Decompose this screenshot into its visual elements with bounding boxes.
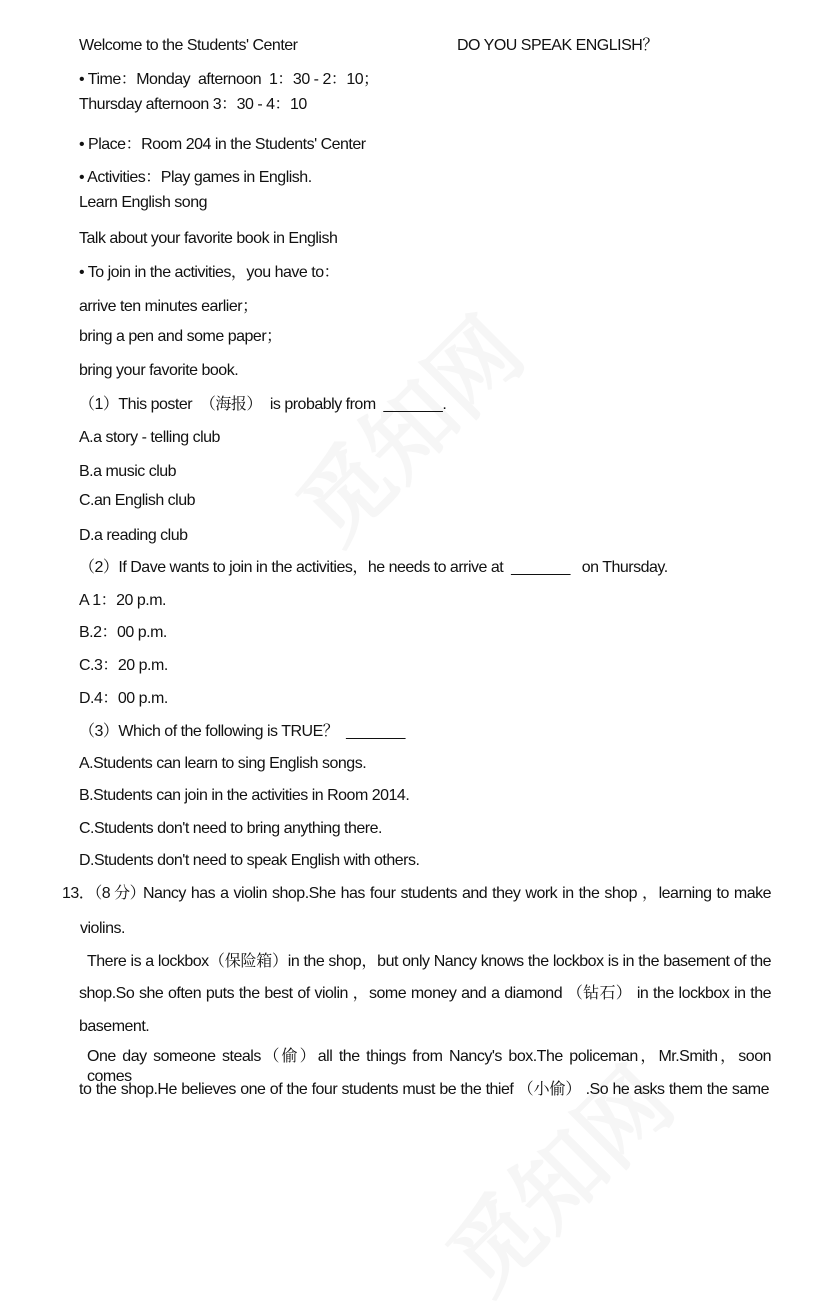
passage-line: shop.So she often puts the best of violin ，some money and a diamond （钻石） in the lockbox in the bbox=[79, 985, 771, 1002]
poster-join: • To join in the activities，you have to： bbox=[79, 264, 340, 281]
passage-line: violins. bbox=[80, 920, 125, 937]
watermark bbox=[264, 284, 547, 567]
poster-heading: DO YOU SPEAK ENGLISH？ bbox=[457, 37, 658, 54]
option-d: D.a reading club bbox=[79, 527, 188, 544]
poster-place: • Place：Room 204 in the Students' Center bbox=[79, 136, 366, 153]
poster-activities: • Activities：Play games in English. bbox=[79, 169, 312, 186]
poster-requirement: bring a pen and some paper； bbox=[79, 328, 282, 345]
option-b: B.Students can join in the activities in Room 2014. bbox=[79, 787, 410, 804]
question-stem: （3）Which of the following is TRUE？ _______ bbox=[79, 723, 405, 740]
poster-time: • Time：Monday afternoon 1：30 - 2：10； bbox=[79, 71, 379, 88]
option-a: A 1：20 p.m. bbox=[79, 592, 166, 609]
passage-line: basement. bbox=[79, 1018, 150, 1035]
poster-activity-3: Talk about your favorite book in English bbox=[79, 230, 338, 247]
passage-line: One day someone steals（偷）all the things from Nancy's box.The policeman，Mr.Smith，soon comes bbox=[87, 1048, 771, 1085]
poster-time-2: Thursday afternoon 3：30 - 4：10 bbox=[79, 96, 307, 113]
poster-requirement: arrive ten minutes earlier； bbox=[79, 298, 258, 315]
option-b: B.2：00 p.m. bbox=[79, 624, 167, 641]
poster-requirement: bring your favorite book. bbox=[79, 362, 239, 379]
option-d: D.Students don't need to speak English with others. bbox=[79, 852, 420, 869]
passage-line: to the shop.He believes one of the four students must be the thief （小偷） .So he asks them the same bbox=[79, 1081, 769, 1098]
option-b: B.a music club bbox=[79, 463, 177, 480]
poster-activity-2: Learn English song bbox=[79, 194, 207, 211]
option-c: C.an English club bbox=[79, 492, 196, 509]
poster-title: Welcome to the Students' Center bbox=[79, 37, 298, 54]
option-c: C.Students don't need to bring anything there. bbox=[79, 820, 382, 837]
passage-line: Nancy has a violin shop.She has four students and they work in the shop ，learning to make bbox=[143, 885, 771, 902]
question-stem: （2）If Dave wants to join in the activities，he needs to arrive at _______ on Thursday. bbox=[79, 559, 668, 576]
option-d: D.4：00 p.m. bbox=[79, 690, 168, 707]
option-a: A.a story - telling club bbox=[79, 429, 220, 446]
question-number: 13．（8 分） bbox=[62, 885, 146, 902]
option-c: C.3：20 p.m. bbox=[79, 657, 168, 674]
passage-line: There is a lockbox（保险箱）in the shop，but only Nancy knows the lockbox is in the basement of the bbox=[87, 953, 771, 970]
question-stem: （1）This poster （海报） is probably from _______. bbox=[79, 396, 447, 413]
option-a: A.Students can learn to sing English songs. bbox=[79, 755, 367, 772]
